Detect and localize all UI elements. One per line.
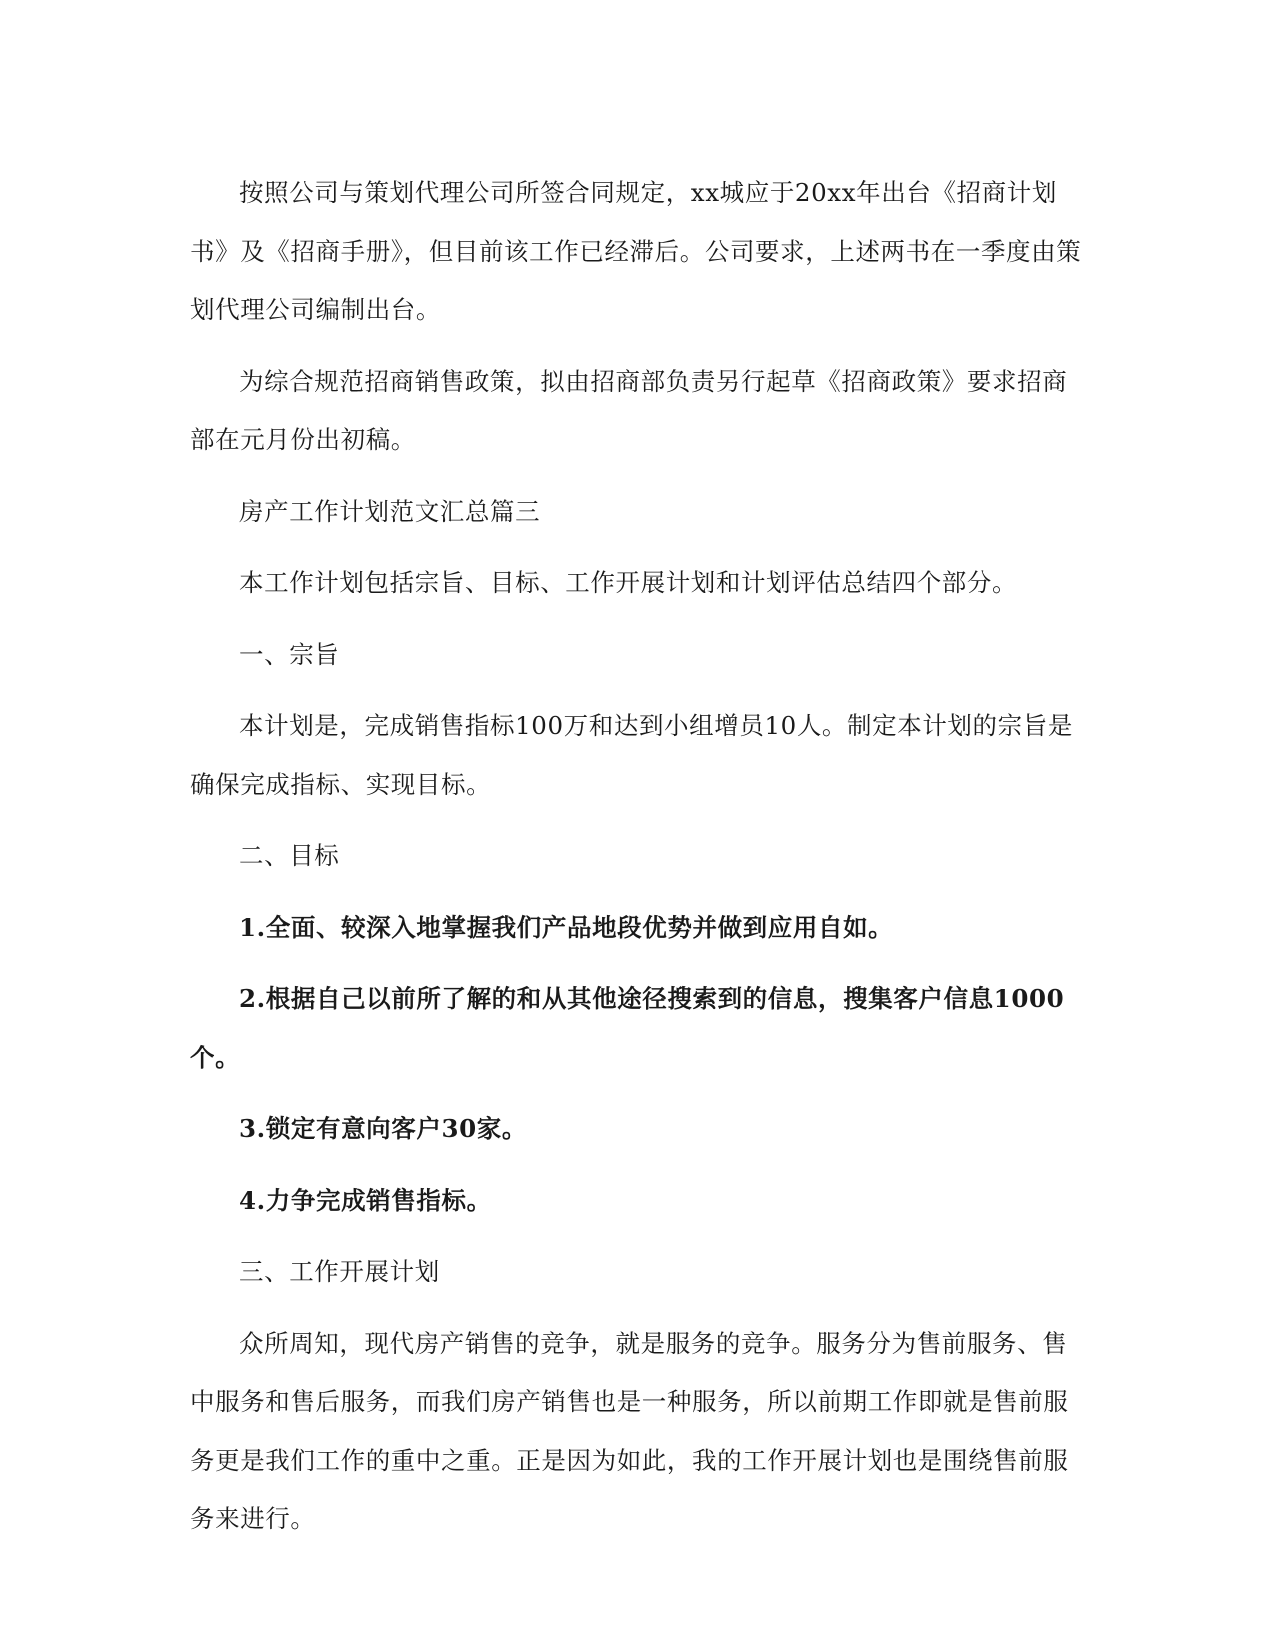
- goal-item: 3.锁定有意向客户30家。: [239, 1114, 527, 1143]
- section-heading: 房产工作计划范文汇总篇三: [239, 496, 541, 526]
- section-heading: 二、目标: [239, 841, 340, 870]
- section-heading: 三、工作开展计划: [239, 1257, 440, 1286]
- paragraph: 为综合规范招商销售政策，拟由招商部负责另行起草《招商政策》要求招商部在元月份出初稿。: [190, 366, 1068, 454]
- document-body: [190, 164, 1084, 1562]
- goal-item: 2.根据自己以前所了解的和从其他途径搜索到的信息，搜集客户信息1000个。: [190, 984, 1065, 1072]
- paragraph: 本计划是，完成销售指标100万和达到小组增员10人。制定本计划的宗旨是确保完成指标、实现目标。: [190, 711, 1073, 799]
- paragraph: 本工作计划包括宗旨、目标、工作开展计划和计划评估总结四个部分。: [239, 568, 1018, 597]
- paragraph: 众所周知，现代房产销售的竞争，就是服务的竞争。服务分为售前服务、售中服务和售后服务，而我们房产销售也是一种服务，所以前期工作即就是售前服务更是我们工作的重中之重。正是因为如此，我的工作开展计划也是围绕售前服务来进行。: [190, 1328, 1069, 1533]
- goal-item: 1.全面、较深入地掌握我们产品地段优势并做到应用自如。: [239, 912, 894, 942]
- goal-item: 4.力争完成销售指标。: [239, 1185, 492, 1215]
- section-heading: 一、宗旨: [239, 639, 340, 669]
- paragraph: 按照公司与策划代理公司所签合同规定，xx城应于20xx年出台《招商计划书》及《招商手册》，但目前该工作已经滞后。公司要求，上述两书在一季度由策划代理公司编制出台。: [190, 178, 1082, 324]
